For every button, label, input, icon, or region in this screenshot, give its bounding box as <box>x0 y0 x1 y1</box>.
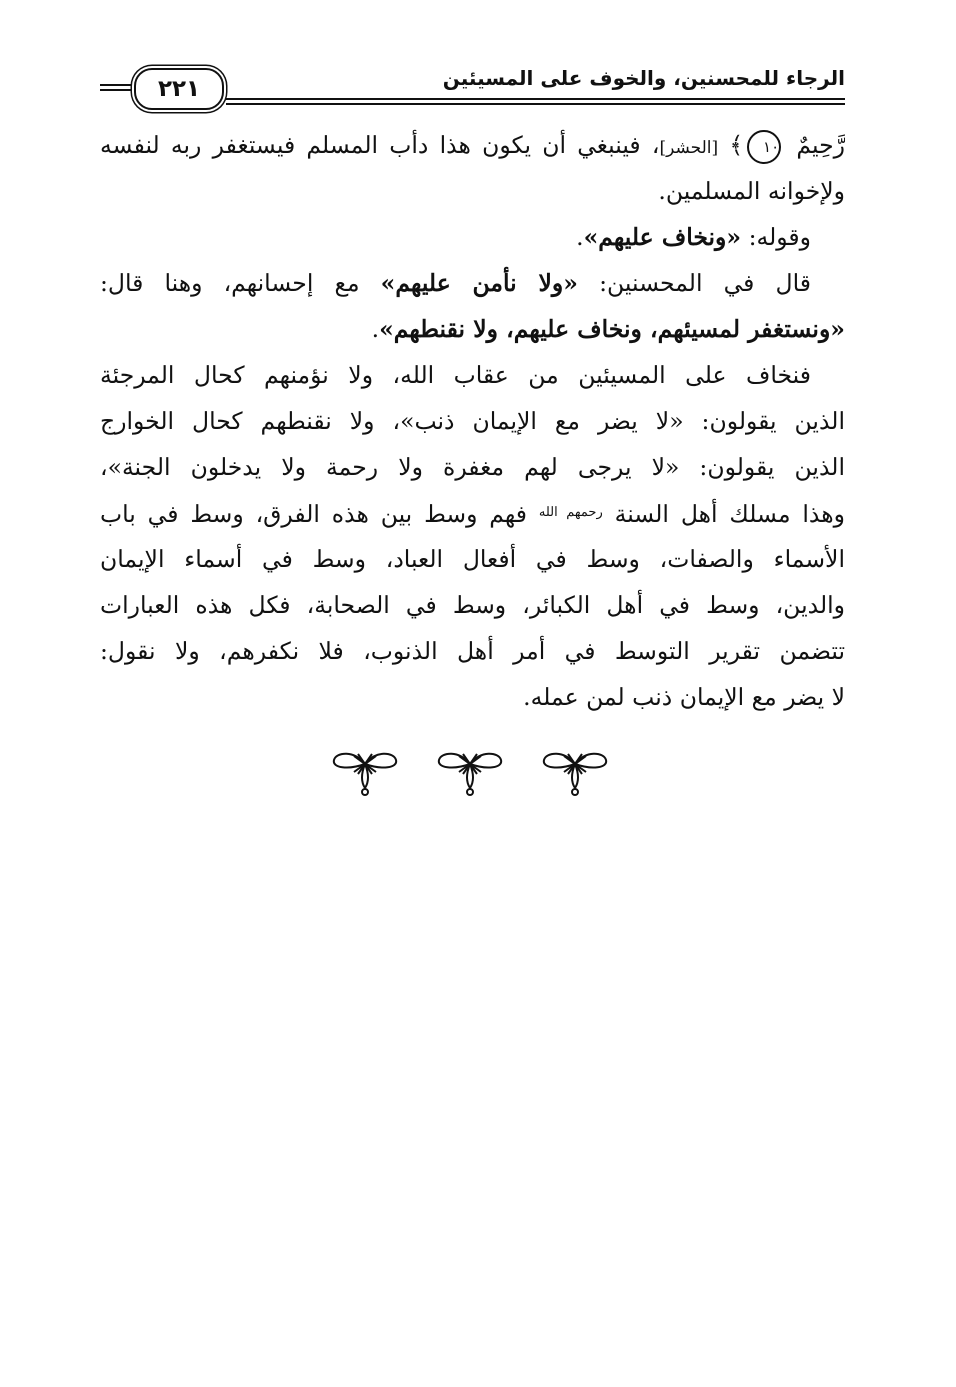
text-line: فنخاف على المسيئين من عقاب الله، ولا نؤمنهم كحال المرجئة <box>100 361 811 389</box>
text-line: الذين يقولون: «لا يضر مع الإيمان ذنب»، ولا نقنطهم كحال الخوارج <box>100 407 845 435</box>
text-line: تتضمن تقرير التوسط في أمر أهل الذنوب، فلا نكفرهم، ولا نقول: <box>100 637 845 665</box>
ayah-number-marker: ١٠ <box>747 130 781 164</box>
text-segment: وهذا مسلك أهل السنة <box>614 500 845 528</box>
header-rule-right <box>226 98 845 105</box>
text-line: والدين، وسط في أهل الكبائر، وسط في الصحابة، فكل هذه العبارات <box>100 591 845 619</box>
honorific-glyph: رحمهم الله <box>538 505 603 520</box>
text-line <box>100 122 845 168</box>
header-rule-left <box>100 84 134 91</box>
text-line: الذين يقولون: «لا يرجى لهم مغفرة ولا رحمة ولا يدخلون الجنة»، <box>100 453 845 481</box>
knot-ornament-icon <box>540 742 610 798</box>
page-header <box>100 64 845 114</box>
punctuation: . <box>576 223 584 251</box>
running-title: الرجاء للمحسنين، والخوف على المسيئين <box>442 66 845 90</box>
knot-ornament-icon <box>330 742 400 798</box>
quoted-phrase: «ولا نأمن عليهم» <box>380 269 578 297</box>
surah-reference: [الحشر] <box>659 138 719 158</box>
knot-ornament-icon <box>435 742 505 798</box>
text-segment: ، فينبغي أن يكون هذا دأب المسلم فيستغفر ربه لنفسه <box>100 131 660 159</box>
text-segment: قال في المحسنين: <box>599 269 811 297</box>
text-segment: وقوله: <box>748 223 811 251</box>
text-line <box>100 490 845 536</box>
quran-word: رَّحِيمٌ <box>796 131 845 159</box>
quran-close-bracket: ﴾ <box>729 131 744 159</box>
text-segment: مع إحسانهم، وهنا قال: <box>100 269 360 297</box>
text-line: ولإخوانه المسلمين. <box>658 177 845 205</box>
text-segment: فهم وسط بين هذه الفرق، وسط في باب <box>100 500 527 528</box>
section-end-ornaments <box>330 742 610 798</box>
quoted-phrase: «ونستغفر لمسيئهم، ونخاف عليهم، ولا نقنطهم» <box>379 315 845 343</box>
body-text <box>100 122 845 720</box>
text-line: لا يضر مع الإيمان ذنب لمن عمله. <box>523 683 845 711</box>
text-line <box>100 260 845 306</box>
text-line <box>100 306 845 352</box>
page-number-frame <box>134 68 224 110</box>
quoted-phrase: «ونخاف عليهم» <box>583 223 742 251</box>
text-line <box>100 214 845 260</box>
text-line: الأسماء والصفات، وسط في أفعال العباد، وسط في أسماء الإيمان <box>100 545 845 573</box>
page-number: ٢٢١ <box>157 76 201 102</box>
punctuation: . <box>371 315 380 343</box>
